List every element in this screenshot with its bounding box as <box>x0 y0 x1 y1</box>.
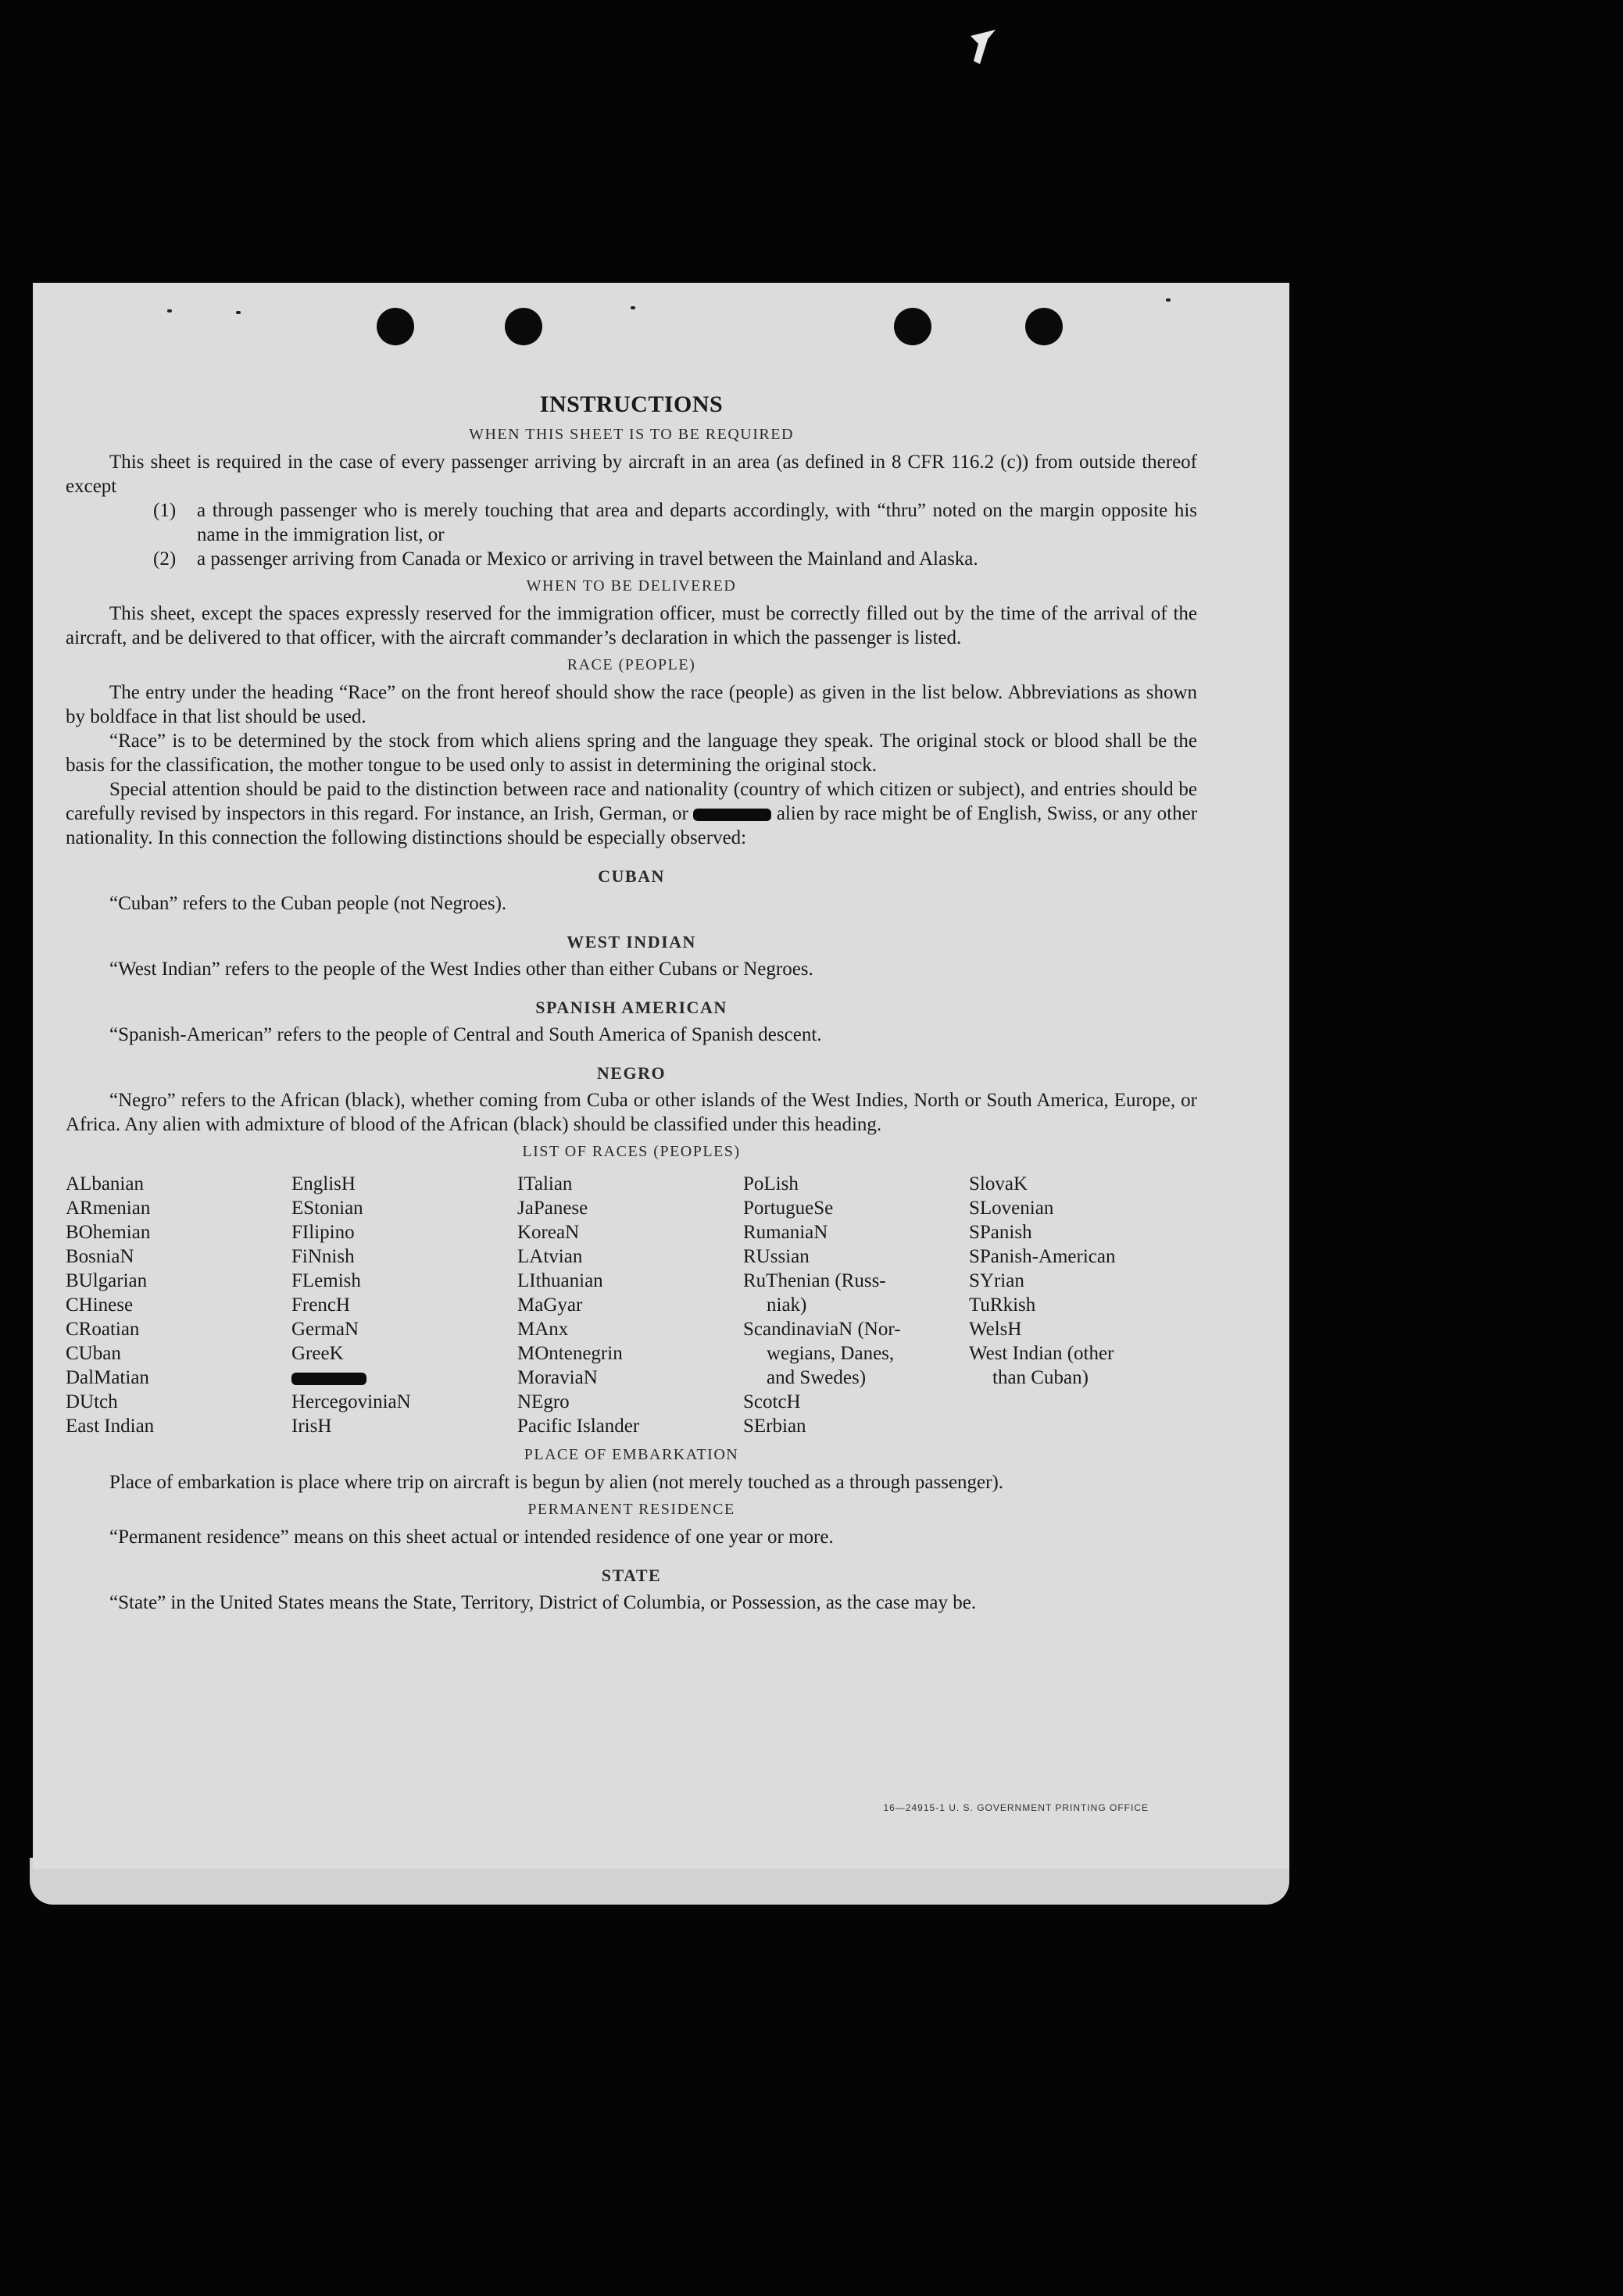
race-entry-continued: wegians, Danes, <box>767 1343 895 1364</box>
paper-speck <box>631 306 635 309</box>
race-entry: LAtvian <box>517 1246 583 1267</box>
paper-speck <box>1166 298 1171 302</box>
race-entry: ARmenian <box>66 1198 151 1219</box>
item-number: (1) <box>153 500 177 521</box>
punch-hole <box>1025 308 1063 345</box>
race-entry: LIthuanian <box>517 1270 603 1291</box>
race-entry: FiNnish <box>291 1246 355 1267</box>
race-entry: RUssian <box>743 1246 810 1267</box>
race-entry: BUlgarian <box>66 1270 148 1291</box>
race-entry: FrencH <box>291 1294 350 1316</box>
paragraph: Place of embarkation is place where trip on aircraft is begun by alien (not merely touched as a through passenger). <box>109 1472 1004 1493</box>
scan-corner-mark <box>967 30 999 64</box>
section-heading: WEST INDIAN <box>567 932 696 952</box>
race-entry: MOntenegrin <box>517 1343 623 1364</box>
race-entry: PortugueSe <box>743 1198 834 1219</box>
race-entry: SYrian <box>969 1270 1024 1291</box>
race-entry: RumaniaN <box>743 1222 828 1243</box>
race-entry: SlovaK <box>969 1173 1028 1194</box>
paragraph-part: Special attention should be paid to the distinction between race and nationality (country of which citizen or subject), and entries should be carefully revised by inspectors in this regard. For instance, an Irish, German, or <box>66 779 1197 824</box>
races-column <box>743 1172 969 1438</box>
race-entry-redacted <box>291 1366 517 1390</box>
paragraph: This sheet, except the spaces expressly reserved for the immigration officer, must be correctly filled out by the time of the arrival of the aircraft, and be delivered to that officer, with the aircraft commander’s declaration in which the passenger is listed. <box>66 603 1197 648</box>
punch-hole <box>894 308 931 345</box>
item-text: a through passenger who is merely touching that area and departs accordingly, with “thru” noted on the margin opposite his name in the immigration list, or <box>197 500 1197 545</box>
race-entry: KoreaN <box>517 1222 580 1243</box>
paragraph: “State” in the United States means the State, Territory, District of Columbia, or Possession, as the case may be. <box>109 1592 977 1613</box>
race-entry: SErbian <box>743 1416 806 1437</box>
race-entry: BOhemian <box>66 1222 151 1243</box>
section-heading: SPANISH AMERICAN <box>535 998 727 1017</box>
race-entry: ALbanian <box>66 1173 144 1194</box>
section-heading: CUBAN <box>598 866 665 886</box>
race-entry: East Indian <box>66 1416 155 1437</box>
paragraph <box>66 777 1197 850</box>
section-heading: WHEN THIS SHEET IS TO BE REQUIRED <box>469 426 794 443</box>
race-entry: SPanish <box>969 1222 1032 1243</box>
instruction-sheet <box>33 283 1289 1869</box>
race-entry: EStonian <box>291 1198 363 1219</box>
race-entry: BosniaN <box>66 1246 134 1267</box>
race-entry: ScotcH <box>743 1391 801 1412</box>
race-entry: MoraviaN <box>517 1367 598 1388</box>
item-text: a passenger arriving from Canada or Mexico or arriving in travel between the Mainland and Alaska. <box>197 548 978 570</box>
race-entry: West Indian (other <box>969 1343 1114 1364</box>
redaction-mark <box>291 1373 366 1385</box>
race-entry: MAnx <box>517 1319 569 1340</box>
section-heading: PERMANENT RESIDENCE <box>527 1501 735 1518</box>
race-entry-continued: and Swedes) <box>767 1367 867 1388</box>
race-entry: NEgro <box>517 1391 570 1412</box>
race-entry: ITalian <box>517 1173 573 1194</box>
race-entry: GreeK <box>291 1343 344 1364</box>
paragraph: “Permanent residence” means on this sheet actual or intended residence of one year or more. <box>109 1527 834 1548</box>
paragraph-part: alien by race might be of English, Swiss, or any other nationality. In this connection the following distinctions should be especially observed: <box>66 803 1198 848</box>
section-heading: STATE <box>601 1566 662 1585</box>
race-entry: FIlipino <box>291 1222 355 1243</box>
paragraph: “West Indian” refers to the people of the West Indies other than either Cubans or Negroes. <box>109 959 813 980</box>
race-entry: CUban <box>66 1343 121 1364</box>
race-entry: JaPanese <box>517 1198 588 1219</box>
redaction-mark <box>693 809 771 821</box>
section-heading: LIST OF RACES (PEOPLES) <box>522 1143 741 1160</box>
race-entry: FLemish <box>291 1270 361 1291</box>
paragraph: “Negro” refers to the African (black), whether coming from Cuba or other islands of the West Indies, North or South America, Europe, or Africa. Any alien with admixture of blood of the African (black) should be classified under this heading. <box>66 1090 1197 1135</box>
paragraph: “Race” is to be determined by the stock from which aliens spring and the language they speak. The original stock or blood shall be the basis for the classification, the mother tongue to be used only to assist in determining the original stock. <box>66 730 1197 776</box>
punch-hole <box>377 308 414 345</box>
page-title: INSTRUCTIONS <box>539 391 724 417</box>
section-heading: WHEN TO BE DELIVERED <box>526 577 737 595</box>
races-column <box>969 1172 1195 1438</box>
race-entry: WelsH <box>969 1319 1022 1340</box>
races-column <box>291 1172 517 1438</box>
paper-speck <box>167 309 172 312</box>
list-item <box>66 547 1197 571</box>
section-heading: NEGRO <box>596 1063 667 1083</box>
race-entry: GermaN <box>291 1319 359 1340</box>
race-entry: CHinese <box>66 1294 134 1316</box>
race-entry: CRoatian <box>66 1319 140 1340</box>
race-entry: IrisH <box>291 1416 332 1437</box>
race-entry: DalMatian <box>66 1367 149 1388</box>
race-entry: HercegoviniaN <box>291 1391 411 1412</box>
race-entry: EnglisH <box>291 1173 356 1194</box>
paragraph: The entry under the heading “Race” on the front hereof should show the race (people) as given in the list below. Abbreviations as shown by boldface in that list should be used. <box>66 682 1197 727</box>
race-entry: SLovenian <box>969 1198 1054 1219</box>
paper-speck <box>236 311 241 314</box>
race-entry: PoLish <box>743 1173 799 1194</box>
item-number: (2) <box>153 548 177 570</box>
race-entry: DUtch <box>66 1391 118 1412</box>
list-item <box>66 498 1197 547</box>
race-entry: TuRkish <box>969 1294 1036 1316</box>
race-entry-continued: niak) <box>767 1294 807 1316</box>
paragraph: This sheet is required in the case of every passenger arriving by aircraft in an area (as defined in 8 CFR 116.2 (c)) from outside thereof except <box>66 452 1197 497</box>
race-entry: MaGyar <box>517 1294 583 1316</box>
paragraph: “Spanish-American” refers to the people of Central and South America of Spanish descent. <box>109 1024 822 1045</box>
races-column <box>517 1172 743 1438</box>
race-entry-continued: than Cuban) <box>992 1367 1089 1388</box>
race-entry: Pacific Islander <box>517 1416 640 1437</box>
section-heading: RACE (PEOPLE) <box>567 656 696 673</box>
paragraph: “Cuban” refers to the Cuban people (not Negroes). <box>109 893 507 914</box>
section-heading: PLACE OF EMBARKATION <box>524 1446 739 1463</box>
race-entry: ScandinaviaN (Nor- <box>743 1319 901 1340</box>
races-column <box>66 1172 291 1438</box>
race-entry: SPanish-American <box>969 1246 1116 1267</box>
instructions-text <box>66 392 1197 1615</box>
printer-imprint: 16—24915-1 U. S. GOVERNMENT PRINTING OFFICE <box>883 1802 1149 1813</box>
races-list <box>66 1172 1197 1438</box>
race-entry: RuThenian (Russ- <box>743 1270 886 1291</box>
punch-hole <box>505 308 542 345</box>
